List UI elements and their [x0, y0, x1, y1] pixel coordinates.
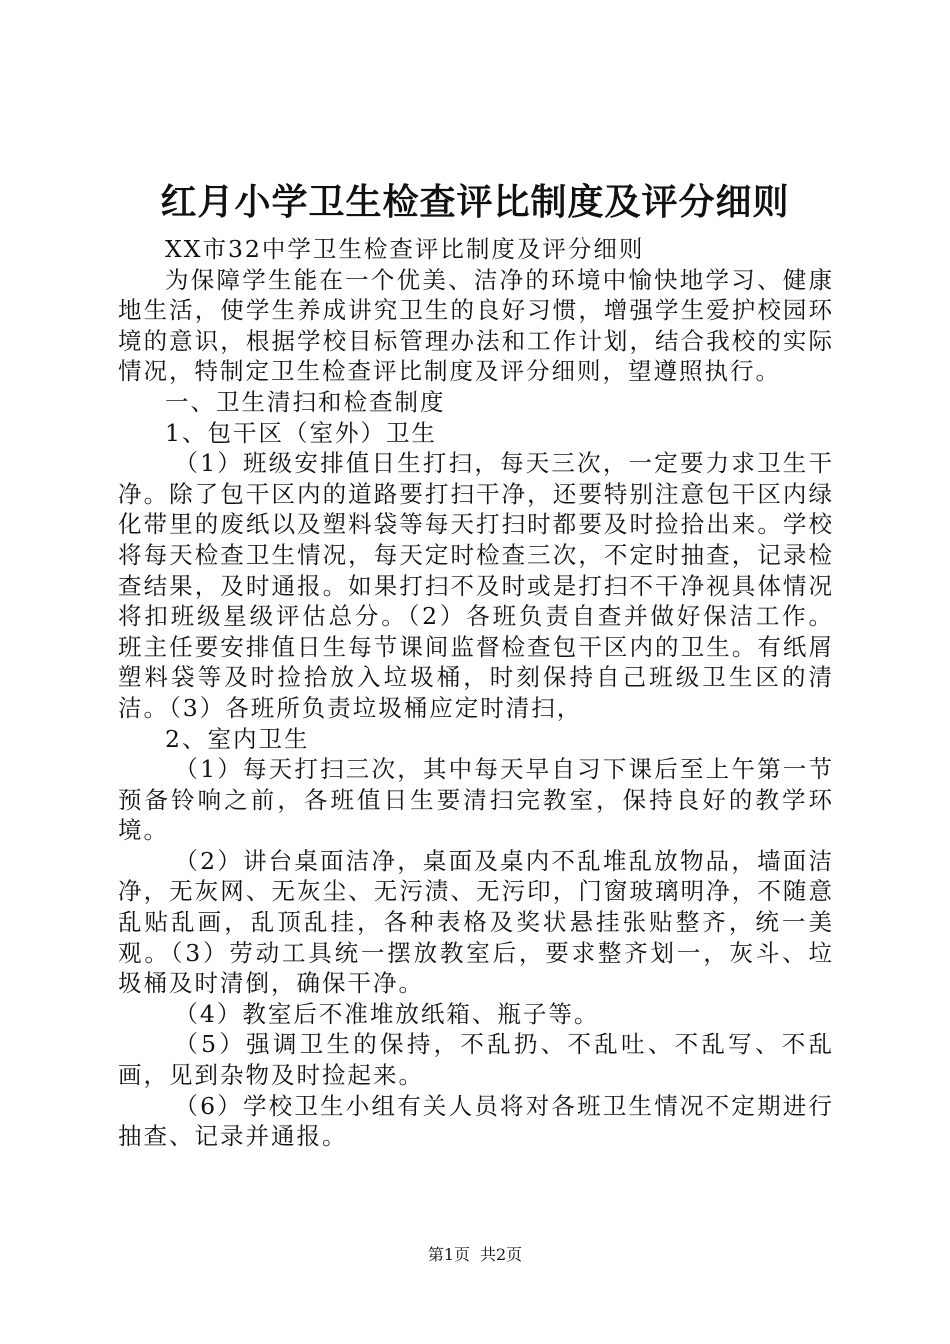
document-body [118, 234, 834, 1152]
page-footer [0, 1245, 950, 1265]
paragraph-item: （1）每天打扫三次，其中每天早自习下课后至上午第一节预备铃响之前，各班值日生要清扫完教室，保持良好的教学环境。 [118, 755, 834, 845]
paragraph-subtitle: XX市32中学卫生检查评比制度及评分细则 [165, 235, 645, 263]
paragraph-item: （1）班级安排值日生打扫，每天三次，一定要力求卫生干净。除了包干区内的道路要打扫干净，还要特别注意包干区内绿化带里的废纸以及塑料袋等每天打扫时都要及时捡拾出来。学校将每天检查卫生情况，每天定时检查三次，不定时抽查，记录检查结果，及时通报。如果打扫不及时或是打扫不干净视具体情况将扣班级星级评估总分。（2）各班负责自查并做好保洁工作。班主任要安排值日生每节课间监督检查包干区内的卫生。有纸屑塑料袋等及时捡拾放入垃圾桶，时刻保持自己班级卫生区的清洁。（3）各班所负责垃圾桶应定时清扫， [118, 449, 834, 722]
paragraph-item: （6）学校卫生小组有关人员将对各班卫生情况不定期进行抽查、记录并通报。 [118, 1091, 834, 1151]
paragraph-intro: 为保障学生能在一个优美、洁净的环境中愉快地学习、健康地生活，使学生养成讲究卫生的良好习惯，增强学生爱护校园环境的意识，根据学校目标管理办法和工作计划，结合我校的实际情况，特制定卫生检查评比制度及评分细则，望遵照执行。 [118, 265, 834, 386]
paragraph-item: （2）讲台桌面洁净，桌面及桌内不乱堆乱放物品，墙面洁净，无灰网、无灰尘、无污渍、无污印，门窗玻璃明净，不随意乱贴乱画，乱顶乱挂，各种表格及奖状悬挂张贴整齐，统一美观。（3）劳动工具统一摆放教室后，要求整齐划一，灰斗、垃圾桶及时清倒，确保干净。 [118, 846, 834, 998]
subsection-heading: 1、包干区（室外）卫生 [165, 418, 437, 447]
page-number-total: 共2页 [480, 1245, 523, 1264]
subsection-heading: 2、室内卫生 [165, 724, 310, 753]
section-heading: 一、卫生清扫和检查制度 [165, 387, 446, 416]
paragraph-item: （4）教室后不准堆放纸箱、瓶子等。 [174, 999, 600, 1028]
page-number-current: 第1页 [427, 1245, 470, 1264]
document-title: 红月小学卫生检查评比制度及评分细则 [160, 181, 790, 223]
paragraph-item: （5）强调卫生的保持，不乱扔、不乱吐、不乱写、不乱画，见到杂物及时捡起来。 [118, 1030, 834, 1090]
